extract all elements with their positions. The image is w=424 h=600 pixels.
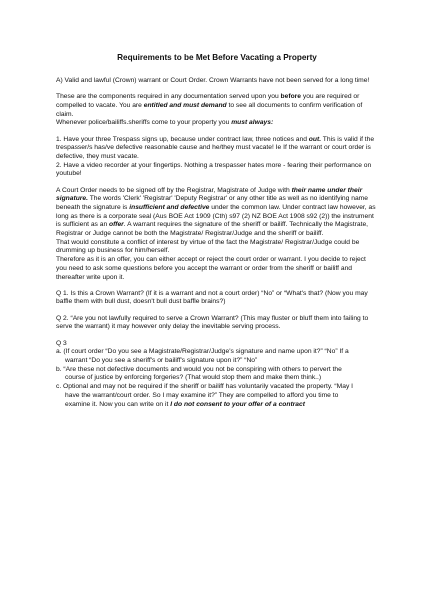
- question-3: [56, 340, 378, 410]
- question-3c-line-2: have the warrant/court order. So I may examine it?” They are compelled to afford you time to: [65, 391, 339, 399]
- question-3b-line-2: course of justice by enforcing forgeries? (That would stop them and make them think..): [65, 374, 322, 382]
- question-3c-line-1: c. Optional and may not be required if the sheriff or bailiff has voluntarily vacated the property. “May I: [56, 383, 354, 391]
- question-3a-line-2: warrant “Do you see a sheriff's or bailiff's signature upon it?” “No”: [65, 356, 258, 364]
- emphasis-out: out.: [308, 135, 322, 143]
- text: These are the components required in any documentation served upon you: [56, 93, 281, 101]
- emphasis-must-always: must always:: [231, 119, 274, 127]
- text: This is valid if the trespasser/s has/ve defective reasonable cause and he/they must vacate! Ie If the warrant or court order is defective, they must vacate.: [56, 135, 375, 160]
- question-3b-line-1: b. “Are these not defective documents and would you not be conspiring with others to pervert the: [56, 365, 342, 373]
- paragraph-court-order: [56, 187, 378, 283]
- question-1: Q 1. Is this a Crown Warrant? (If it is a warrant and not a court order) “No” or “What's that? (Now you may baffle them with bull dust, doesn't bull dust baffle brains?): [56, 289, 368, 306]
- text: 1. Have your three Trespass signs up, because under contract law, three notices and: [56, 135, 309, 143]
- question-3a-line-1: a. (If court order “Do you see a Magistrate/Registrar/Judge's signature and name upon it?” “No” If a: [56, 348, 349, 356]
- question-3c-line-3: [56, 401, 378, 410]
- text: 2. Have a video recorder at your fingertips. Nothing a trespasser hates more - fearing their performance on youtube!: [56, 161, 372, 178]
- text: That would constitute a conflict of interest by virtue of the fact the Magistrate/ Registrar/Judge could be drumming up business for him/herself.: [56, 238, 360, 255]
- paragraph-warrant-requirement: A) Valid and lawful (Crown) warrant or Court Order. Crown Warrants have not been served for a long time!: [56, 77, 370, 84]
- emphasis-insufficient: insufficient and defective: [129, 203, 210, 211]
- text: Whenever police/bailiffs.sheriffs come to your property you: [56, 119, 232, 127]
- paragraph-steps: [56, 136, 378, 180]
- text: The words 'Clerk' 'Registrar' 'Deputy Registrar' or any other title as well as no identifying name beneath the signature is: [56, 195, 368, 211]
- emphasis-before: before: [280, 93, 301, 101]
- emphasis-name-under-signature: their name under their signature.: [56, 186, 363, 203]
- question-3-heading: Q 3: [56, 339, 67, 347]
- text: Therefore as it is an offer, you can either accept or reject the court order or warrant. I you decide to reject you need to ask some questions before you accept the warrant or order from the sheriff or bailiff and thereafter write upon it.: [56, 256, 366, 281]
- text: to see all documents to confirm verification of claim.: [56, 101, 363, 118]
- text: . A warrant requires the signature of the sheriff or bailiff. Technically the Magistrate, Registrar or Judge cannot be both the Magistrate/ Registrar/Judge and the sheriff or bailiff.: [56, 221, 369, 238]
- emphasis-offer: offer: [109, 221, 124, 229]
- text: you are required or compelled to vacate. You are: [56, 93, 360, 109]
- emphasis-no-consent: I do not consent to your offer of a contract: [170, 400, 305, 408]
- question-2: Q 2. “Are you not lawfully required to serve a Crown Warrant? (This may fluster or bluff them into failing to serve the warrant) it may however only delay the inevitable serving process.: [56, 314, 369, 331]
- text: examine it. Now you can write on it: [65, 400, 171, 408]
- page-title: Requirements to be Met Before Vacating a Property: [117, 53, 317, 62]
- paragraph-components: [56, 93, 378, 128]
- emphasis-entitled: entitled and must demand: [143, 101, 227, 109]
- text: under the common law. Under contract law however, as long as there is a corporate seal (Aus BOE Act 1909 (Cth) s97 (2) NZ BOE Act 1908 s92 (2)) the instrument is sufficient as an: [56, 203, 376, 229]
- text: A Court Order needs to be signed off by the Registrar, Magistrate of Judge with: [56, 186, 292, 194]
